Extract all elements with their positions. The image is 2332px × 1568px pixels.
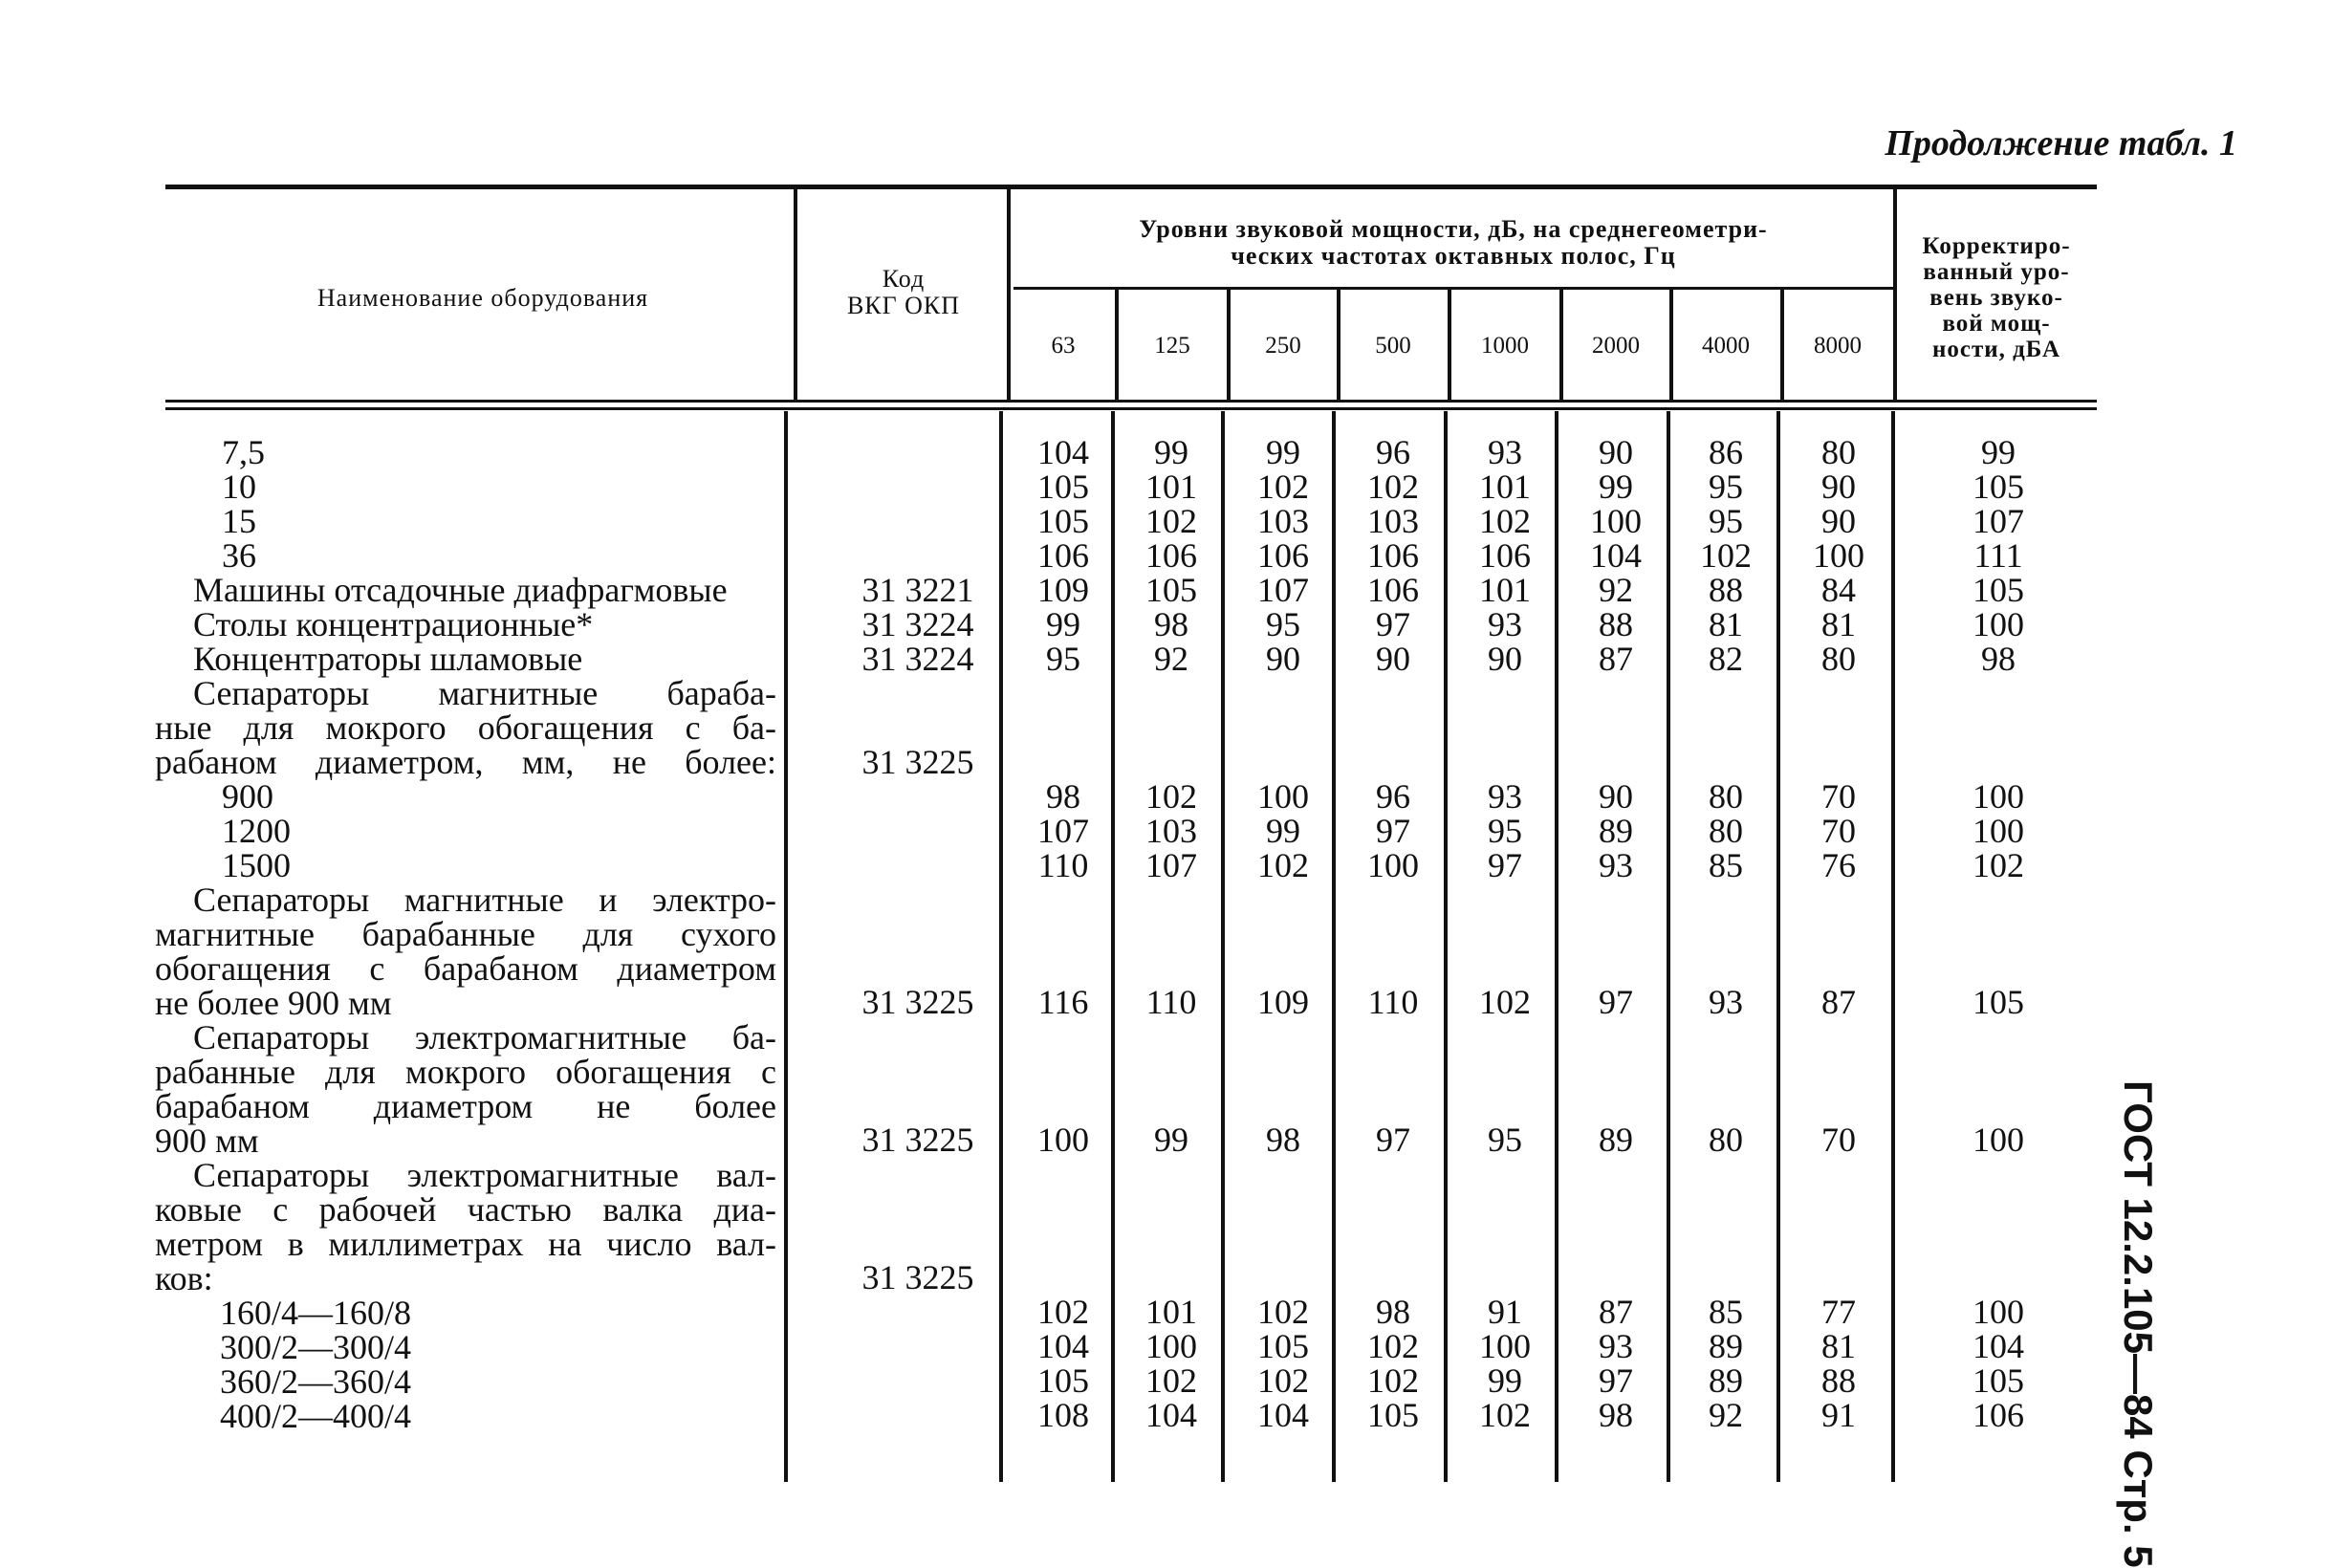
- sound-level-cell: 102: [1257, 846, 1309, 884]
- header-corrected: [1901, 233, 2092, 362]
- header-name: Наименование оборудования: [316, 284, 649, 312]
- col-rule-corr-left: [1893, 188, 1897, 401]
- sound-level-cell: 89: [1599, 1121, 1633, 1159]
- sound-level-cell: 104: [1257, 1396, 1309, 1434]
- sound-level-cell: 80: [1821, 640, 1856, 678]
- freq-1000: 1000: [1481, 333, 1529, 359]
- header-corrected-line: ности, дБА: [1931, 337, 2061, 362]
- sound-level-cell: 98: [1154, 605, 1188, 643]
- name-row: 36: [222, 536, 256, 575]
- sound-level-cell: 108: [1037, 1396, 1089, 1434]
- sound-level-cell: 81: [1709, 605, 1743, 643]
- name-row: 360/2—360/4: [220, 1362, 412, 1401]
- sound-level-cell: 102: [1037, 1293, 1089, 1331]
- sound-level-cell: 99: [1154, 1121, 1188, 1159]
- sound-level-cell: 101: [1145, 1293, 1197, 1331]
- sound-level-cell: 104: [1037, 433, 1089, 471]
- sound-level-cell: 90: [1266, 640, 1300, 678]
- sound-level-cell: 106: [1145, 536, 1197, 575]
- sound-level-cell: 104: [1037, 1327, 1089, 1365]
- name-row: 400/2—400/4: [220, 1397, 412, 1435]
- freq-8000: 8000: [1814, 333, 1862, 359]
- code-cell: 31 3225: [861, 743, 974, 781]
- sound-level-cell: 98: [1376, 1293, 1410, 1331]
- name-row: 1200: [222, 812, 291, 850]
- code-cell: 31 3221: [861, 571, 974, 609]
- sound-level-cell: 105: [1257, 1327, 1309, 1365]
- sound-level-cell: 99: [1154, 433, 1188, 471]
- name-row: 300/2—300/4: [220, 1328, 412, 1366]
- sound-level-cell: 104: [1590, 536, 1642, 575]
- sound-level-cell: 100: [1479, 1327, 1531, 1365]
- sound-level-cell: 99: [1266, 433, 1300, 471]
- sound-level-cell: 90: [1821, 468, 1856, 506]
- sound-level-cell: 81: [1821, 605, 1856, 643]
- body-rule-f1: [1111, 411, 1115, 1482]
- corrected-level-cell: 98: [1981, 640, 2016, 678]
- sound-level-cell: 105: [1367, 1396, 1419, 1434]
- sound-level-cell: 103: [1145, 812, 1197, 850]
- sound-level-cell: 84: [1821, 571, 1856, 609]
- sound-level-cell: 100: [1145, 1327, 1197, 1365]
- sound-level-cell: 97: [1376, 605, 1410, 643]
- code-cell: 31 3225: [861, 1121, 974, 1159]
- corrected-level-cell: 100: [1972, 1121, 2024, 1159]
- corrected-level-cell: 111: [1973, 536, 2023, 575]
- name-row: магнитные барабанные для сухого: [155, 915, 776, 953]
- sound-level-cell: 86: [1709, 433, 1743, 471]
- header-code-line2: ВКГ ОКП: [846, 292, 961, 319]
- sound-level-cell: 104: [1145, 1396, 1197, 1434]
- name-row: Сепараторы электромагнитные ба-: [193, 1018, 776, 1056]
- sound-level-cell: 101: [1479, 468, 1531, 506]
- sound-level-cell: 87: [1599, 640, 1633, 678]
- name-row: Сепараторы электромагнитные вал-: [193, 1156, 776, 1194]
- body-rule-code-right: [999, 411, 1003, 1482]
- sound-level-cell: 88: [1821, 1361, 1856, 1400]
- table-top-rule: [165, 185, 2097, 189]
- sound-level-cell: 107: [1257, 571, 1309, 609]
- corrected-level-cell: 100: [1972, 812, 2024, 850]
- sound-level-cell: 102: [1479, 502, 1531, 540]
- corrected-level-cell: 105: [1972, 571, 2024, 609]
- corrected-level-cell: 104: [1972, 1327, 2024, 1365]
- sound-level-cell: 88: [1709, 571, 1743, 609]
- sound-level-cell: 98: [1266, 1121, 1300, 1159]
- sound-level-cell: 110: [1037, 846, 1089, 884]
- sound-level-cell: 90: [1376, 640, 1410, 678]
- corrected-level-cell: 105: [1972, 1361, 2024, 1400]
- sound-level-cell: 100: [1257, 777, 1309, 816]
- name-row: рабанные для мокрого обогащения с: [155, 1053, 776, 1091]
- header-corrected-line: ванный уро-: [1923, 259, 2070, 285]
- sound-level-cell: 87: [1599, 1293, 1633, 1331]
- corrected-level-cell: 102: [1972, 846, 2024, 884]
- sound-level-cell: 102: [1700, 536, 1752, 575]
- name-row: рабаном диаметром, мм, не более:: [155, 743, 776, 781]
- sound-level-cell: 105: [1037, 468, 1089, 506]
- sound-level-cell: 88: [1599, 605, 1633, 643]
- sound-level-cell: 93: [1599, 846, 1633, 884]
- sound-level-cell: 92: [1709, 1396, 1743, 1434]
- sound-level-cell: 102: [1257, 468, 1309, 506]
- sound-level-cell: 96: [1376, 433, 1410, 471]
- sound-level-cell: 93: [1709, 983, 1743, 1021]
- name-row: барабаном диаметром не более: [155, 1087, 776, 1125]
- sound-level-cell: 90: [1821, 502, 1856, 540]
- sound-level-cell: 80: [1709, 1121, 1743, 1159]
- sound-level-cell: 102: [1367, 1327, 1419, 1365]
- sound-level-cell: 106: [1479, 536, 1531, 575]
- sound-level-cell: 85: [1709, 1293, 1743, 1331]
- sound-level-cell: 93: [1488, 605, 1522, 643]
- sound-level-cell: 102: [1145, 777, 1197, 816]
- sound-level-cell: 109: [1037, 571, 1089, 609]
- sound-level-cell: 101: [1145, 468, 1197, 506]
- name-row: не более 900 мм: [155, 984, 392, 1022]
- name-row: обогащения с барабаном диаметром: [155, 949, 776, 988]
- corrected-level-cell: 105: [1972, 468, 2024, 506]
- sound-level-cell: 85: [1709, 846, 1743, 884]
- corrected-level-cell: 100: [1972, 605, 2024, 643]
- sound-level-cell: 102: [1145, 502, 1197, 540]
- sound-level-cell: 90: [1599, 777, 1633, 816]
- sound-level-cell: 95: [1046, 640, 1080, 678]
- sound-level-cell: 99: [1266, 812, 1300, 850]
- sound-level-cell: 116: [1037, 983, 1089, 1021]
- sound-level-cell: 97: [1376, 1121, 1410, 1159]
- name-row: 15: [222, 502, 256, 540]
- sound-level-cell: 106: [1257, 536, 1309, 575]
- sound-level-cell: 70: [1821, 1121, 1856, 1159]
- sound-level-cell: 77: [1821, 1293, 1856, 1331]
- sound-level-cell: 80: [1821, 433, 1856, 471]
- name-row: 7,5: [222, 433, 265, 471]
- corrected-level-cell: 105: [1972, 983, 2024, 1021]
- sound-level-cell: 101: [1479, 571, 1531, 609]
- freq-4000: 4000: [1702, 333, 1750, 359]
- sound-level-cell: 110: [1145, 983, 1197, 1021]
- header-code-line1: Код: [882, 265, 926, 293]
- sound-level-cell: 81: [1821, 1327, 1856, 1365]
- sound-level-cell: 95: [1488, 1121, 1522, 1159]
- sound-level-cell: 106: [1367, 571, 1419, 609]
- name-row: ков:: [155, 1259, 213, 1297]
- name-row: Столы концентрационные*: [193, 605, 594, 643]
- sound-level-cell: 103: [1367, 502, 1419, 540]
- sound-level-cell: 102: [1257, 1361, 1309, 1400]
- code-cell: 31 3225: [861, 1258, 974, 1296]
- corrected-level-cell: 107: [1972, 502, 2024, 540]
- sound-level-cell: 96: [1376, 777, 1410, 816]
- sound-level-cell: 110: [1367, 983, 1419, 1021]
- name-row: Сепараторы магнитные бараба-: [193, 674, 776, 712]
- sound-level-cell: 70: [1821, 777, 1856, 816]
- corrected-level-cell: 99: [1981, 433, 2016, 471]
- code-cell: 31 3224: [861, 640, 974, 678]
- sound-level-cell: 92: [1599, 571, 1633, 609]
- name-row: ные для мокрого обогащения с ба-: [155, 708, 776, 747]
- sound-level-cell: 93: [1488, 777, 1522, 816]
- body-rule-code-left: [784, 411, 788, 1482]
- sound-level-cell: 102: [1257, 1293, 1309, 1331]
- sound-level-cell: 105: [1037, 502, 1089, 540]
- header-corrected-line: вой мощ-: [1942, 311, 2051, 337]
- sound-level-cell: 107: [1037, 812, 1089, 850]
- header-corrected-line: вень звуко-: [1929, 285, 2063, 311]
- freq-250: 250: [1265, 333, 1301, 359]
- sound-level-cell: 98: [1599, 1396, 1633, 1434]
- corrected-level-cell: 100: [1972, 777, 2024, 816]
- freq-2000: 2000: [1592, 333, 1640, 359]
- freq-500: 500: [1375, 333, 1411, 359]
- sound-level-cell: 92: [1154, 640, 1188, 678]
- sound-level-cell: 100: [1590, 502, 1642, 540]
- sound-level-cell: 99: [1599, 468, 1633, 506]
- corrected-level-cell: 100: [1972, 1293, 2024, 1331]
- sound-level-cell: 95: [1266, 605, 1300, 643]
- sound-level-cell: 82: [1709, 640, 1743, 678]
- code-cell: 31 3225: [861, 983, 974, 1021]
- name-row: Машины отсадочные диафрагмовые: [193, 571, 728, 609]
- sound-level-cell: 105: [1145, 571, 1197, 609]
- sound-level-cell: 100: [1367, 846, 1419, 884]
- sound-level-cell: 105: [1037, 1361, 1089, 1400]
- header-levels-line1: Уровни звуковой мощности, дБ, на среднегеометри-: [1139, 215, 1768, 243]
- corrected-level-cell: 106: [1972, 1396, 2024, 1434]
- col-rule-code-right: [1007, 188, 1011, 401]
- name-row: 160/4—160/8: [220, 1294, 412, 1332]
- name-row: 900: [222, 777, 273, 816]
- body-rule-f7: [1776, 411, 1780, 1482]
- sound-level-cell: 107: [1145, 846, 1197, 884]
- sound-level-cell: 93: [1488, 433, 1522, 471]
- name-row: Сепараторы магнитные и электро-: [193, 881, 776, 919]
- sound-level-cell: 91: [1488, 1293, 1522, 1331]
- sound-level-cell: 87: [1821, 983, 1856, 1021]
- sound-level-cell: 109: [1257, 983, 1309, 1021]
- equipment-names: [155, 435, 776, 1433]
- sound-level-cell: 102: [1479, 1396, 1531, 1434]
- sound-level-cell: 106: [1367, 536, 1419, 575]
- sound-level-cell: 102: [1367, 1361, 1419, 1400]
- name-row: 10: [222, 468, 256, 506]
- name-row: ковые с рабочей частью валка диа-: [155, 1190, 776, 1229]
- sound-level-cell: 89: [1599, 812, 1633, 850]
- header-corrected-line: Корректиро-: [1922, 233, 2071, 259]
- sound-level-cell: 98: [1046, 777, 1080, 816]
- sound-level-cell: 91: [1821, 1396, 1856, 1434]
- sound-level-cell: 97: [1488, 846, 1522, 884]
- sound-level-cell: 90: [1488, 640, 1522, 678]
- sound-level-cell: 103: [1257, 502, 1309, 540]
- sound-level-cell: 102: [1367, 468, 1419, 506]
- sound-level-cell: 100: [1037, 1121, 1089, 1159]
- table-continuation-caption: Продолжение табл. 1: [1885, 123, 2237, 163]
- header-bottom-rule-2: [165, 407, 2097, 410]
- sound-level-cell: 89: [1709, 1361, 1743, 1400]
- name-row: Концентраторы шламовые: [193, 640, 583, 678]
- sound-level-cell: 90: [1599, 433, 1633, 471]
- sound-level-cell: 99: [1488, 1361, 1522, 1400]
- sound-level-cell: 76: [1821, 846, 1856, 884]
- sound-level-cell: 95: [1709, 502, 1743, 540]
- sound-level-cell: 102: [1145, 1361, 1197, 1400]
- sound-level-cell: 97: [1376, 812, 1410, 850]
- sound-level-cell: 80: [1709, 777, 1743, 816]
- sound-level-cell: 106: [1037, 536, 1089, 575]
- col-rule-code-left: [794, 188, 797, 401]
- freq-63: 63: [1051, 333, 1076, 359]
- sound-level-cell: 95: [1709, 468, 1743, 506]
- body-rule-corr-left: [1891, 411, 1895, 1482]
- header-inner-rule: [1013, 287, 1893, 290]
- sound-level-cell: 102: [1479, 983, 1531, 1021]
- sound-level-cell: 97: [1599, 983, 1633, 1021]
- body-rule-f6: [1667, 411, 1670, 1482]
- sound-level-cell: 99: [1046, 605, 1080, 643]
- sound-level-cell: 80: [1709, 812, 1743, 850]
- header-bottom-rule-1: [165, 400, 2097, 403]
- standard-page-label: ГОСТ 12.2.105—84 Стр. 5: [2116, 1080, 2161, 1568]
- sound-level-cell: 93: [1599, 1327, 1633, 1365]
- name-row: метром в миллиметрах на число вал-: [155, 1225, 776, 1263]
- sound-level-cell: 97: [1599, 1361, 1633, 1400]
- name-row: 900 мм: [155, 1122, 259, 1160]
- name-row: 1500: [222, 846, 291, 884]
- freq-125: 125: [1154, 333, 1190, 359]
- sound-level-cell: 89: [1709, 1327, 1743, 1365]
- body-rule-f4: [1444, 411, 1448, 1482]
- sound-level-cell: 100: [1813, 536, 1864, 575]
- sound-level-cell: 95: [1488, 812, 1522, 850]
- code-cell: 31 3224: [861, 605, 974, 643]
- sound-level-cell: 70: [1821, 812, 1856, 850]
- header-levels-line2: ческих частотах октавных полос, Гц: [1231, 242, 1676, 270]
